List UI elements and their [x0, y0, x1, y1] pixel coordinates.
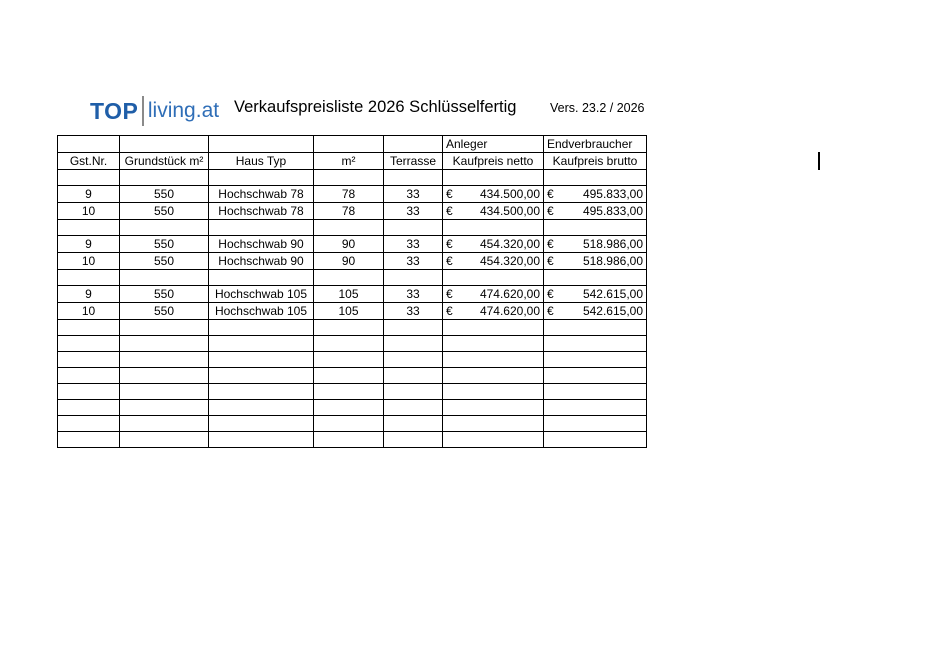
kaufpreis-netto-cell: [443, 186, 544, 203]
empty-row: [58, 270, 647, 286]
table-cell: [314, 336, 384, 352]
table-cell: [209, 136, 314, 153]
toplivingat-logo: [90, 96, 219, 126]
terrasse-cell: 33: [384, 236, 443, 253]
currency-symbol: €: [547, 287, 554, 301]
table-cell: [58, 400, 120, 416]
m2-cell: 78: [314, 186, 384, 203]
column-header-grundstueck: Grundstück m²: [120, 153, 209, 170]
table-cell: [544, 432, 647, 448]
kaufpreis-brutto-cell: [544, 303, 647, 320]
price-table: [57, 135, 647, 448]
table-cell: [120, 368, 209, 384]
table-cell: [443, 270, 544, 286]
table-cell: [544, 400, 647, 416]
haus-typ-cell: Hochschwab 90: [209, 253, 314, 270]
table-cell: [443, 432, 544, 448]
price-amount: 474.620,00: [479, 287, 540, 301]
grundstueck-cell: 550: [120, 303, 209, 320]
table-cell: [209, 336, 314, 352]
kaufpreis-netto-cell: [443, 236, 544, 253]
table-cell: [209, 270, 314, 286]
empty-row: [58, 336, 647, 352]
table-cell: [58, 432, 120, 448]
empty-row: [58, 320, 647, 336]
table-cell: [58, 320, 120, 336]
table-cell: [544, 270, 647, 286]
kaufpreis-brutto-cell: [544, 286, 647, 303]
grundstueck-cell: 550: [120, 253, 209, 270]
document-title: Verkaufspreisliste 2026 Schlüsselfertig: [234, 98, 517, 116]
terrasse-cell: 33: [384, 303, 443, 320]
table-cell: [314, 136, 384, 153]
table-row: [58, 186, 647, 203]
price-amount: 518.986,00: [582, 237, 643, 251]
empty-row: [58, 416, 647, 432]
table-cell: [544, 368, 647, 384]
table-cell: [544, 336, 647, 352]
table-cell: [544, 416, 647, 432]
table-cell: [120, 336, 209, 352]
table-cell: [120, 416, 209, 432]
currency-symbol: €: [547, 254, 554, 268]
empty-row: [58, 432, 647, 448]
table-cell: [384, 368, 443, 384]
table-cell: [209, 368, 314, 384]
gst-nr-cell: 10: [58, 203, 120, 220]
table-row: [58, 236, 647, 253]
empty-row: [58, 220, 647, 236]
m2-cell: 78: [314, 203, 384, 220]
price-amount: 495.833,00: [582, 187, 643, 201]
price-amount: 495.833,00: [582, 204, 643, 218]
table-row: [58, 203, 647, 220]
terrasse-cell: 33: [384, 203, 443, 220]
column-header-row: [58, 153, 647, 170]
table-cell: [120, 432, 209, 448]
gst-nr-cell: 9: [58, 236, 120, 253]
price-amount: 434.500,00: [479, 204, 540, 218]
table-cell: [58, 416, 120, 432]
table-cell: [384, 384, 443, 400]
m2-cell: 90: [314, 236, 384, 253]
table-cell: [209, 220, 314, 236]
group-header-row: [58, 136, 647, 153]
logo-living-text: living.at: [147, 99, 220, 122]
table-cell: [443, 336, 544, 352]
kaufpreis-brutto-cell: [544, 186, 647, 203]
price-amount: 542.615,00: [582, 287, 643, 301]
table-cell: [209, 352, 314, 368]
table-cell: [314, 170, 384, 186]
table-cell: [314, 432, 384, 448]
table-cell: [384, 136, 443, 153]
column-header-brutto: Kaufpreis brutto: [544, 153, 647, 170]
table-cell: [384, 336, 443, 352]
m2-cell: 105: [314, 286, 384, 303]
column-header-haus-typ: Haus Typ: [209, 153, 314, 170]
table-cell: [209, 400, 314, 416]
table-cell: [384, 220, 443, 236]
kaufpreis-brutto-cell: [544, 203, 647, 220]
table-row: [58, 253, 647, 270]
currency-symbol: €: [446, 204, 453, 218]
empty-row: [58, 368, 647, 384]
table-cell: [443, 352, 544, 368]
table-cell: [443, 220, 544, 236]
table-cell: [443, 400, 544, 416]
table-cell: [314, 368, 384, 384]
currency-symbol: €: [446, 287, 453, 301]
table-cell: [544, 320, 647, 336]
currency-symbol: €: [446, 187, 453, 201]
price-amount: 434.500,00: [479, 187, 540, 201]
table-cell: [120, 220, 209, 236]
kaufpreis-netto-cell: [443, 203, 544, 220]
table-cell: [544, 384, 647, 400]
currency-symbol: €: [547, 187, 554, 201]
table-cell: [58, 352, 120, 368]
table-row: [58, 286, 647, 303]
table-cell: [209, 416, 314, 432]
table-cell: [209, 170, 314, 186]
table-cell: [120, 320, 209, 336]
table-cell: [384, 416, 443, 432]
table-cell: [314, 270, 384, 286]
terrasse-cell: 33: [384, 186, 443, 203]
table-cell: [384, 320, 443, 336]
version-label: Vers. 23.2 / 2026: [550, 101, 645, 115]
table-cell: [120, 136, 209, 153]
price-amount: 518.986,00: [582, 254, 643, 268]
currency-symbol: €: [547, 237, 554, 251]
table-cell: [443, 416, 544, 432]
column-header-gst: Gst.Nr.: [58, 153, 120, 170]
logo-top-text: TOP: [90, 97, 139, 124]
table-cell: [58, 136, 120, 153]
table-cell: [120, 352, 209, 368]
column-header-netto: Kaufpreis netto: [443, 153, 544, 170]
table-cell: [58, 336, 120, 352]
table-cell: [314, 220, 384, 236]
document-header: [90, 88, 660, 128]
table-cell: [314, 352, 384, 368]
table-row: [58, 303, 647, 320]
grundstueck-cell: 550: [120, 186, 209, 203]
table-cell: [314, 400, 384, 416]
kaufpreis-netto-cell: [443, 253, 544, 270]
group-header-endverbraucher: Endverbraucher: [544, 136, 647, 153]
price-amount: 474.620,00: [479, 304, 540, 318]
currency-symbol: €: [547, 204, 554, 218]
grundstueck-cell: 550: [120, 286, 209, 303]
kaufpreis-netto-cell: [443, 303, 544, 320]
table-cell: [384, 400, 443, 416]
gst-nr-cell: 10: [58, 253, 120, 270]
table-cell: [120, 170, 209, 186]
currency-symbol: €: [446, 254, 453, 268]
haus-typ-cell: Hochschwab 78: [209, 186, 314, 203]
gst-nr-cell: 10: [58, 303, 120, 320]
column-header-terrasse: Terrasse: [384, 153, 443, 170]
kaufpreis-netto-cell: [443, 286, 544, 303]
table-cell: [314, 320, 384, 336]
group-header-anleger: Anleger: [443, 136, 544, 153]
table-cell: [120, 270, 209, 286]
price-amount: 454.320,00: [479, 254, 540, 268]
kaufpreis-brutto-cell: [544, 253, 647, 270]
table-cell: [384, 170, 443, 186]
haus-typ-cell: Hochschwab 105: [209, 286, 314, 303]
currency-symbol: €: [547, 304, 554, 318]
table-cell: [443, 368, 544, 384]
table-cell: [384, 270, 443, 286]
logo-divider: [142, 96, 144, 126]
haus-typ-cell: Hochschwab 90: [209, 236, 314, 253]
table-cell: [58, 384, 120, 400]
gst-nr-cell: 9: [58, 186, 120, 203]
table-cell: [544, 170, 647, 186]
text-cursor: [818, 152, 820, 170]
terrasse-cell: 33: [384, 286, 443, 303]
table-cell: [209, 320, 314, 336]
table-cell: [384, 352, 443, 368]
m2-cell: 105: [314, 303, 384, 320]
table-cell: [120, 400, 209, 416]
table-cell: [58, 270, 120, 286]
table-cell: [544, 352, 647, 368]
empty-row: [58, 384, 647, 400]
empty-row: [58, 400, 647, 416]
empty-row: [58, 170, 647, 186]
table-cell: [443, 320, 544, 336]
table-cell: [314, 416, 384, 432]
table-cell: [314, 384, 384, 400]
table-cell: [58, 220, 120, 236]
haus-typ-cell: Hochschwab 105: [209, 303, 314, 320]
price-amount: 542.615,00: [582, 304, 643, 318]
table-cell: [384, 432, 443, 448]
grundstueck-cell: 550: [120, 203, 209, 220]
table-cell: [120, 384, 209, 400]
terrasse-cell: 33: [384, 253, 443, 270]
m2-cell: 90: [314, 253, 384, 270]
table-cell: [58, 368, 120, 384]
haus-typ-cell: Hochschwab 78: [209, 203, 314, 220]
currency-symbol: €: [446, 237, 453, 251]
table-cell: [443, 384, 544, 400]
column-header-m2: m²: [314, 153, 384, 170]
price-amount: 454.320,00: [479, 237, 540, 251]
table-cell: [443, 170, 544, 186]
grundstueck-cell: 550: [120, 236, 209, 253]
table-cell: [544, 220, 647, 236]
kaufpreis-brutto-cell: [544, 236, 647, 253]
currency-symbol: €: [446, 304, 453, 318]
empty-row: [58, 352, 647, 368]
table-cell: [209, 432, 314, 448]
gst-nr-cell: 9: [58, 286, 120, 303]
table-cell: [58, 170, 120, 186]
table-cell: [209, 384, 314, 400]
